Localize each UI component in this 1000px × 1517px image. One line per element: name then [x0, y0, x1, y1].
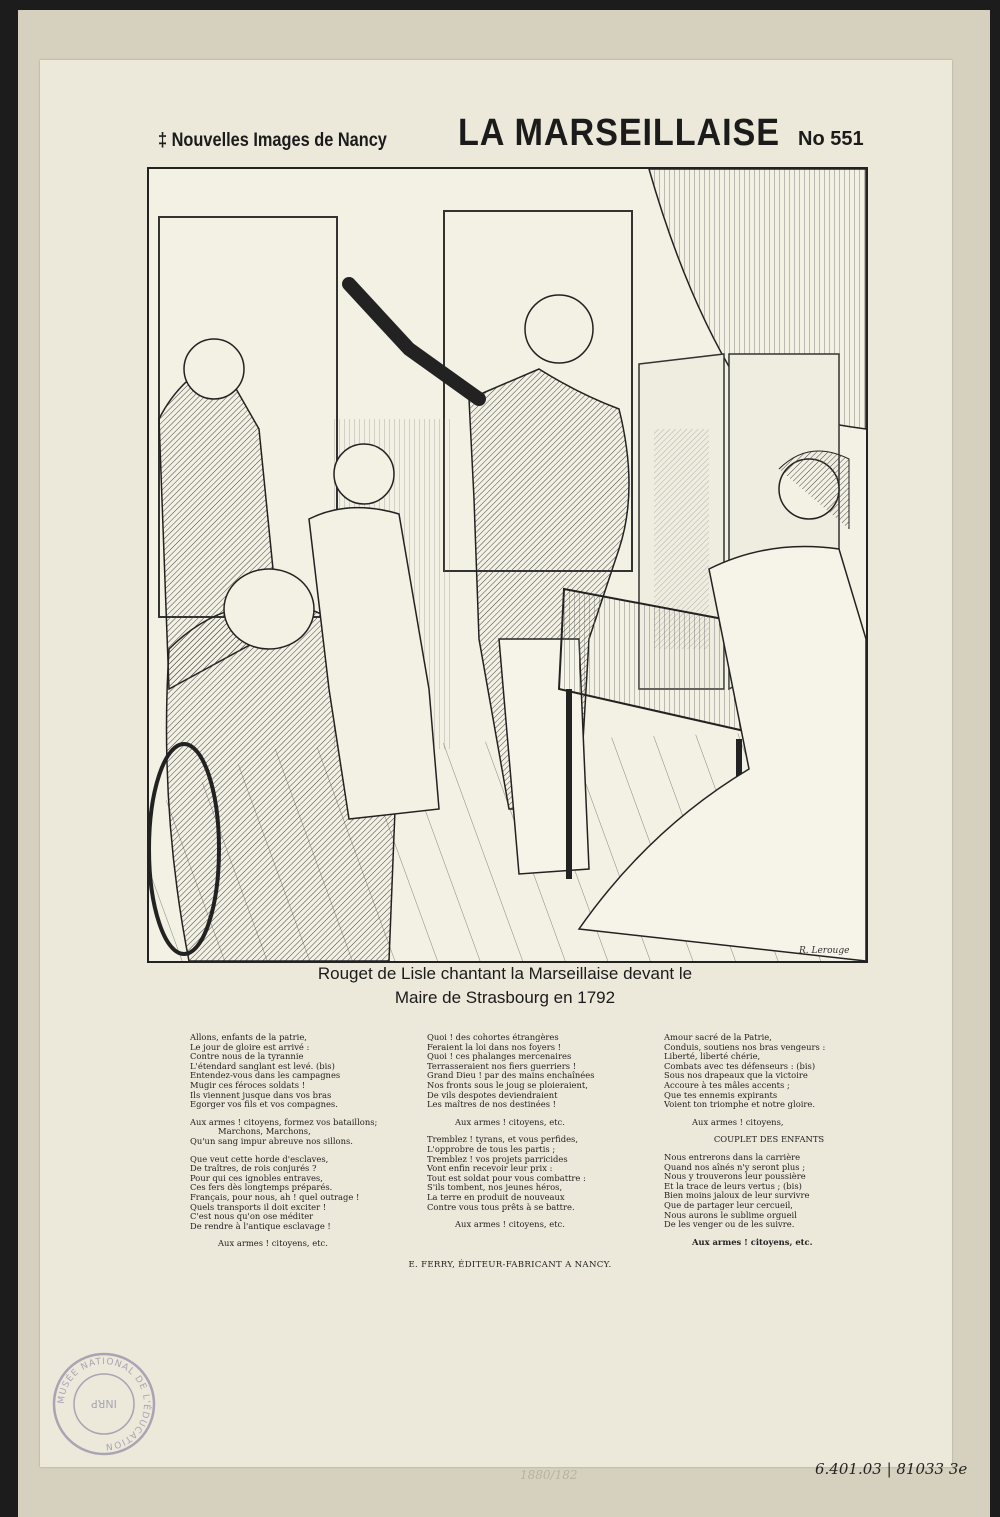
museum-stamp [50, 1350, 158, 1458]
refrain-line: Aux armes ! citoyens, etc. [455, 1116, 565, 1127]
ink-annotation: 6.401.03 | 81033 3e [815, 1460, 968, 1478]
refrain-line: Aux armes ! citoyens, etc. [692, 1236, 813, 1247]
lyric-line: Terrasseraient nos fiers guerriers ! [427, 1060, 577, 1071]
stamp-ring-text: MUSÉE NATIONAL DE L'ÉDUCATION [56, 1356, 152, 1452]
lyric-line: Quand nos aînés n'y seront plus ; [664, 1161, 806, 1172]
engraving-illustration [147, 167, 868, 963]
lyric-line: Accoure à tes mâles accents ; [664, 1079, 790, 1090]
lyric-line: Quoi ! ces phalanges mercenaires [427, 1051, 572, 1062]
lyric-line: Bien moins jaloux de leur survivre [664, 1190, 810, 1201]
lyric-line: La terre en produit de nouveaux [427, 1191, 565, 1202]
page-title: LA MARSEILLAISE [458, 112, 780, 154]
stamp-center-text: INRP [91, 1397, 117, 1410]
header [0, 0, 1000, 160]
lyric-line: Et la trace de leurs vertus ; (bis) [664, 1180, 802, 1191]
lyric-line: Ils viennent jusque dans vos bras [190, 1089, 332, 1100]
lyric-line: Nous y trouverons leur poussière [664, 1171, 806, 1182]
lyric-line: Liberté, liberté chérie, [664, 1051, 761, 1062]
chorus-line: Aux armes ! citoyens, formez vos bataillons; [190, 1116, 378, 1127]
lyric-line: Que tes ennemis expirants [664, 1089, 778, 1100]
lyric-line: Que de partager leur cercueil, [664, 1199, 793, 1210]
lyric-line: L'étendard sanglant est levé. (bis) [190, 1060, 335, 1071]
lyric-line: Egorger vos fils et vos compagnes. [190, 1099, 338, 1110]
lyric-line: Pour qui ces ignobles entraves, [190, 1172, 323, 1183]
lyric-line: Français, pour nous, ah ! quel outrage ! [190, 1191, 360, 1202]
lyric-line: Ces fers dès longtemps préparés. [190, 1182, 333, 1193]
lyric-line: Que veut cette horde d'esclaves, [190, 1153, 329, 1164]
refrain-line: Aux armes ! citoyens, [692, 1116, 784, 1127]
refrain-line: Aux armes ! citoyens, etc. [455, 1219, 565, 1230]
publisher-line: E. FERRY, ÉDITEUR-FABRICANT A NANCY. [408, 1260, 612, 1270]
pencil-annotation: 1880/182 [520, 1468, 578, 1482]
artist-signature: R. Lerouge [799, 946, 850, 956]
lyric-line: De traîtres, de rois conjurés ? [190, 1163, 317, 1174]
refrain-line: Aux armes ! citoyens, etc. [218, 1238, 328, 1249]
lyric-line: Conduis, soutiens nos bras vengeurs : [664, 1041, 826, 1052]
lyric-line: Amour sacré de la Patrie, [664, 1032, 772, 1042]
lyric-line: Le jour de gloire est arrivé : [190, 1041, 310, 1052]
lyric-line: Tremblez ! tyrans, et vous perfides, [427, 1134, 578, 1145]
chorus-line: Marchons, Marchons, [218, 1126, 311, 1137]
lyric-line: Entendez-vous dans les campagnes [190, 1070, 341, 1081]
lyric-line: S'ils tombent, nos jeunes héros, [427, 1182, 563, 1193]
series-title: ‡ Nouvelles Images de Nancy [158, 130, 387, 151]
lyric-line: Contre vous tous prêts à se battre. [427, 1201, 575, 1212]
lyric-line: Voient ton triomphe et notre gloire. [664, 1099, 816, 1110]
lyric-line: Tremblez ! vos projets parricides [427, 1153, 568, 1164]
caption-line: Maire de Strasbourg en 1792 [394, 988, 616, 1007]
engraving-drawing [149, 169, 866, 961]
lyrics-column-3 [664, 1033, 874, 1247]
lyric-line: Feraient la loi dans nos foyers ! [427, 1041, 562, 1052]
lyrics-column-2 [427, 1033, 637, 1230]
lyric-line: Nous aurons le sublime orgueil [664, 1209, 797, 1220]
couplet-heading: COUPLET DES ENFANTS [713, 1134, 825, 1145]
lyrics-column-1 [190, 1033, 400, 1249]
caption-line: Rouget de Lisle chantant la Marseillaise devant le [317, 964, 693, 983]
lyric-line: Nos fronts sous le joug se ploieraient, [427, 1079, 588, 1090]
lyric-line: Quoi ! des cohortes étrangères [427, 1032, 559, 1042]
lyric-line: Mugir ces féroces soldats ! [190, 1079, 306, 1090]
lyric-line: De les venger ou de les suivre. [664, 1219, 795, 1230]
lyric-line: Contre nous de la tyrannie [190, 1051, 304, 1062]
lyric-line: De vils despotes deviendraient [427, 1089, 558, 1100]
lyric-line: Allons, enfants de la patrie, [190, 1032, 307, 1042]
lyric-line: C'est nous qu'on ose méditer [190, 1211, 314, 1222]
lyric-line: Sous nos drapeaux que la victoire [664, 1070, 808, 1081]
lyric-line: Les maîtres de nos destinées ! [427, 1099, 557, 1110]
lyric-line: Vont enfin recevoir leur prix : [427, 1163, 553, 1174]
illustration-caption [180, 962, 830, 1010]
lyric-line: Quels transports il doit exciter ! [190, 1201, 327, 1212]
lyric-line: L'opprobre de tous les partis ; [427, 1143, 556, 1154]
lyric-line: Combats avec tes défenseurs : (bis) [664, 1060, 816, 1071]
lyric-line: Grand Dieu ! par des mains enchaînées [427, 1070, 595, 1081]
chorus-line: Qu'un sang impur abreuve nos sillons. [190, 1135, 353, 1146]
lyric-line: Tout est soldat pour vous combattre : [427, 1172, 586, 1183]
lyric-line: Nous entrerons dans la carrière [664, 1151, 801, 1162]
print-number: No 551 [798, 128, 864, 150]
lyric-line: De rendre à l'antique esclavage ! [190, 1220, 331, 1231]
